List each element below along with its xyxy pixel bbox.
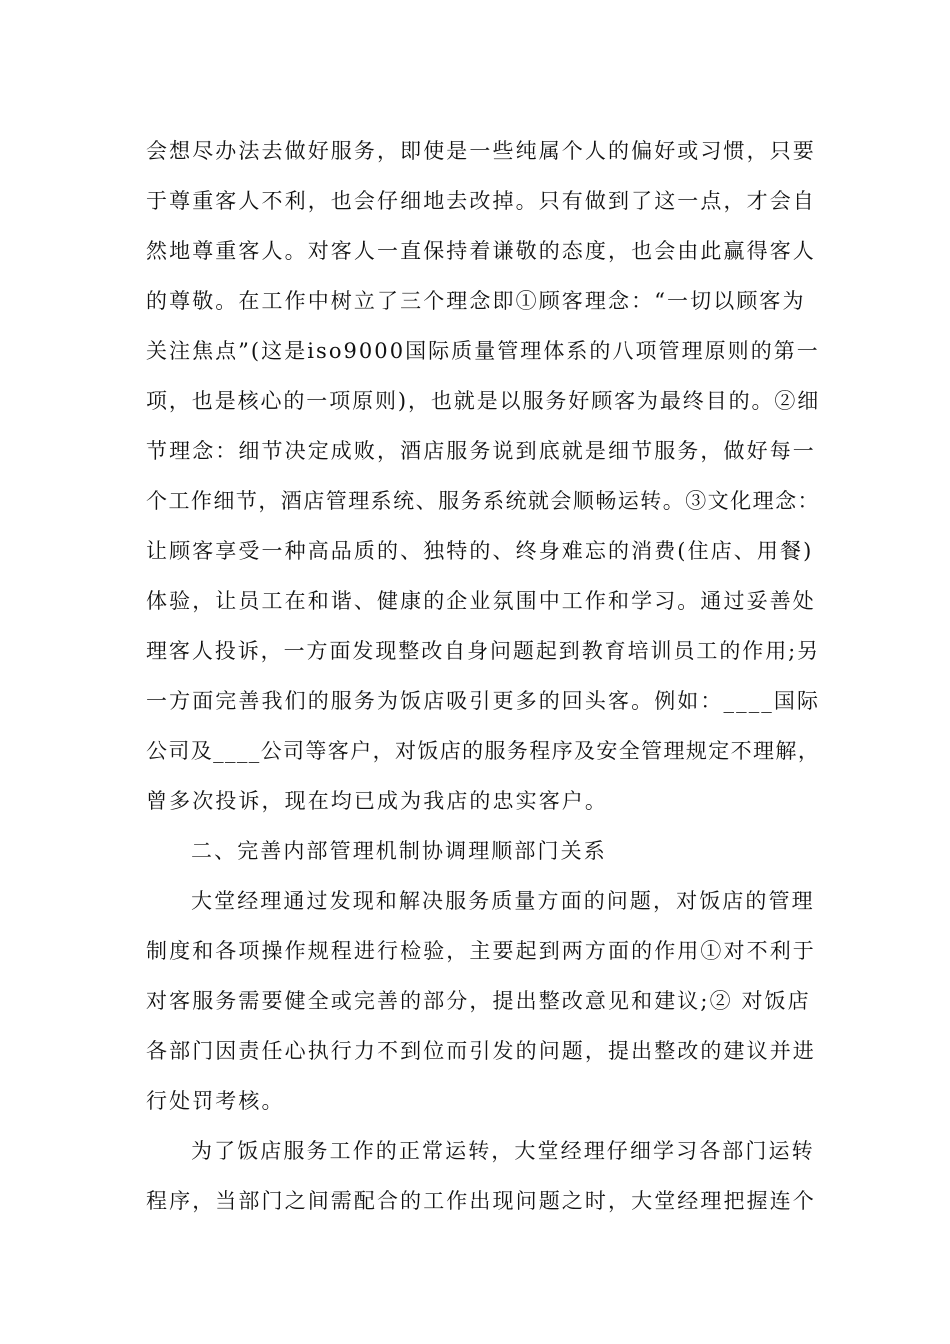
body-text-line: 个工作细节，酒店管理系统、服务系统就会顺畅运转。③文化理念： [146,489,820,513]
body-text-line: 对客服务需要健全或完善的部分，提出整改意见和建议;② 对饭店 [146,989,811,1013]
body-text-line: 行处罚考核。 [146,1089,285,1113]
body-text-line: 一方面完善我们的服务为饭店吸引更多的回头客。例如：____国际 [146,689,821,713]
body-text-line: 然地尊重客人。对客人一直保持着谦敬的态度，也会由此赢得客人 [146,239,816,263]
body-text-line: 关注焦点”(这是iso9000国际质量管理体系的八项管理原则的第一 [146,339,820,363]
body-text-line: 于尊重客人不利，也会仔细地去改掉。只有做到了这一点，才会自 [146,189,816,213]
body-text-line: 曾多次投诉，现在均已成为我店的忠实客户。 [146,789,608,813]
body-text-line: 理客人投诉，一方面发现整改自身问题起到教育培训员工的作用;另 [146,639,821,663]
body-text-line: 制度和各项操作规程进行检验，主要起到两方面的作用①对不利于 [146,939,816,963]
body-text-line: 体验，让员工在和谐、健康的企业氛围中工作和学习。通过妥善处 [146,589,816,613]
section-heading: 二、完善内部管理机制协调理顺部门关系 [191,839,607,863]
body-text-line: 项，也是核心的一项原则)，也就是以服务好顾客为最终目的。②细 [146,389,821,413]
body-text-line: 会想尽办法去做好服务，即使是一些纯属个人的偏好或习惯，只要 [146,139,816,163]
body-text-line: 程序，当部门之间需配合的工作出现问题之时，大堂经理把握连个 [146,1189,816,1213]
body-text-line: 大堂经理通过发现和解决服务质量方面的问题，对饭店的管理 [191,889,815,913]
body-text-line: 各部门因责任心执行力不到位而引发的问题，提出整改的建议并进 [146,1039,816,1063]
body-text-line: 为了饭店服务工作的正常运转，大堂经理仔细学习各部门运转 [191,1139,815,1163]
body-text-line: 公司及____公司等客户，对饭店的服务程序及安全管理规定不理解， [146,739,821,763]
body-text-line: 节理念：细节决定成败，酒店服务说到底就是细节服务，做好每一 [146,439,816,463]
body-text-line: 的尊敬。在工作中树立了三个理念即①顾客理念：“一切以顾客为 [146,289,806,313]
body-text-line: 让顾客享受一种高品质的、独特的、终身难忘的消费(住店、用餐) [146,539,814,563]
